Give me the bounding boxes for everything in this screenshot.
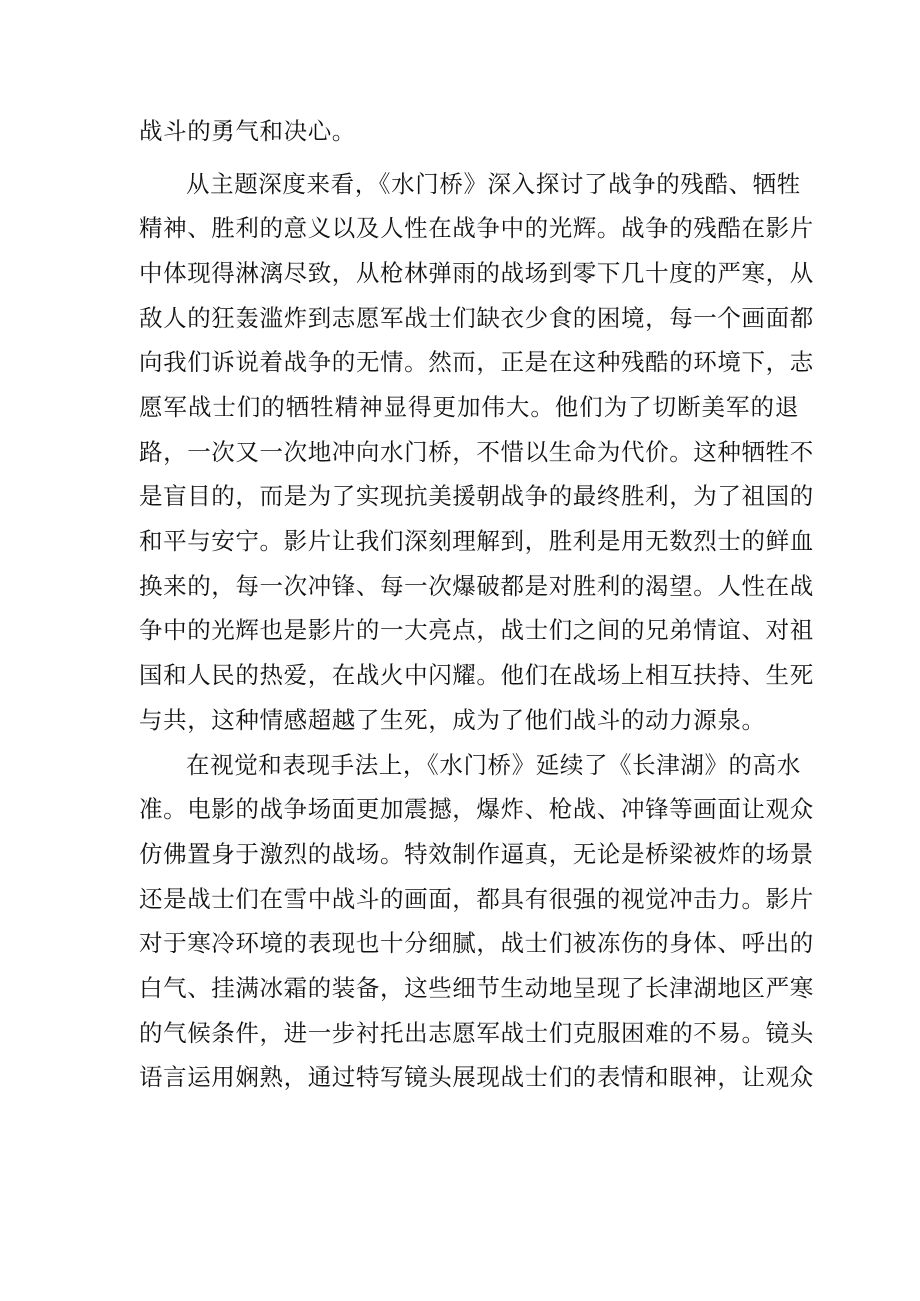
text-line: 准。电影的战争场面更加震撼，爆炸、枪战、冲锋等画面让观众 [139, 795, 814, 823]
text-line: 对于寒冷环境的表现也十分细腻，战士们被冻伤的身体、呼出的 [139, 929, 814, 957]
text-line: 和平与安宁。影片让我们深刻理解到，胜利是用无数烈士的鲜血 [139, 527, 814, 555]
text-line: 还是战士们在雪中战斗的画面，都具有很强的视觉冲击力。影片 [139, 885, 814, 913]
text-line: 白气、挂满冰霜的装备，这些细节生动地呈现了长津湖地区严寒 [139, 974, 814, 1002]
text-line: 敌人的狂轰滥炸到志愿军战士们缺衣少食的困境，每一个画面都 [139, 304, 814, 332]
text-line: 语言运用娴熟，通过特写镜头展现战士们的表情和眼神，让观众 [139, 1063, 814, 1091]
paragraph-first-line: 在视觉和表现手法上，《水门桥》延续了《长津湖》的高水 [186, 751, 801, 779]
text-line: 向我们诉说着战争的无情。然而，正是在这种残酷的环境下，志 [139, 348, 814, 376]
text-line: 路，一次又一次地冲向水门桥，不惜以生命为代价。这种牺牲不 [139, 438, 814, 466]
text-line: 争中的光辉也是影片的一大亮点，战士们之间的兄弟情谊、对祖 [139, 616, 814, 644]
text-line: 与共，这种情感超越了生死，成为了他们战斗的动力源泉。 [139, 706, 766, 734]
text-line: 的气候条件，进一步衬托出志愿军战士们克服困难的不易。镜头 [139, 1019, 814, 1047]
text-line: 战斗的勇气和决心。 [139, 117, 356, 145]
text-line: 国和人民的热爱，在战火中闪耀。他们在战场上相互扶持、生死 [139, 661, 814, 689]
text-line: 中体现得淋漓尽致，从枪林弹雨的战场到零下几十度的严寒，从 [139, 259, 814, 287]
text-line: 仿佛置身于激烈的战场。特效制作逼真，无论是桥梁被炸的场景 [139, 840, 814, 868]
text-line: 是盲目的，而是为了实现抗美援朝战争的最终胜利，为了祖国的 [139, 482, 814, 510]
text-line: 精神、胜利的意义以及人性在战争中的光辉。战争的残酷在影片 [139, 214, 814, 242]
text-line: 愿军战士们的牺牲精神显得更加伟大。他们为了切断美军的退 [139, 393, 799, 421]
text-line: 换来的，每一次冲锋、每一次爆破都是对胜利的渴望。人性在战 [139, 572, 814, 600]
paragraph-first-line: 从主题深度来看，《水门桥》深入探讨了战争的残酷、牺牲 [186, 170, 801, 198]
